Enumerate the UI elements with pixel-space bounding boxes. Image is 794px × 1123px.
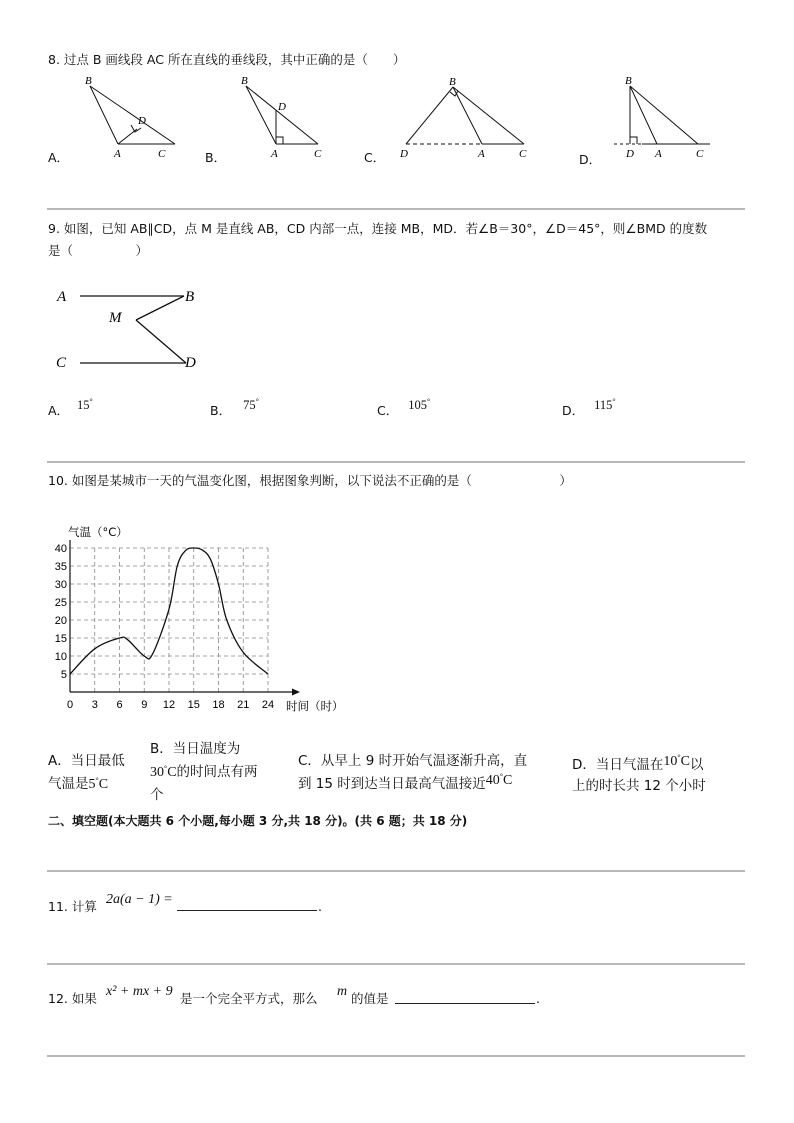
q10-stem: 10. 如图是某城市一天的气温变化图，根据图象判断，以下说法不正确的是（ ）	[48, 473, 572, 488]
q8d-label-b: B	[625, 75, 632, 87]
section-heading: 二、填空题(本大题共 6 个小题,每小题 3 分,共 18 分)。(共 6 题；共 18 分)	[48, 814, 468, 828]
divider	[47, 963, 745, 965]
q8a-label-d: D	[138, 115, 146, 127]
q10-option-d-line2: 上的时长共 12 个小时	[572, 778, 706, 794]
q10-option-d-value: 10°C	[663, 753, 690, 769]
q8b-label-b: B	[241, 75, 248, 87]
q8d-label-c: C	[696, 148, 704, 160]
q11-period: .	[318, 899, 322, 914]
q8-option-b: B．	[205, 150, 227, 165]
x-axis-arrow	[292, 689, 300, 696]
q8-figure-a	[85, 74, 185, 164]
q8-figure-b	[240, 74, 340, 164]
q8c-label-c: C	[519, 148, 527, 160]
q8-option-c: C．	[364, 150, 386, 165]
divider	[47, 1055, 745, 1057]
q8a-label-a: A	[114, 148, 121, 160]
q9-option-b: B． 75°	[210, 397, 259, 418]
x-tick-label: 21	[237, 699, 250, 711]
q12-variable: m	[337, 984, 348, 999]
q10-option-c-value: 40°C	[485, 772, 513, 788]
q9-label-b: B	[185, 289, 195, 305]
y-tick-label: 30	[54, 579, 67, 591]
x-tick-label: 3	[91, 699, 98, 711]
q10-option-a-line1: A．当日最低	[48, 753, 125, 769]
y-tick-label: 10	[54, 651, 67, 663]
q9-option-d: D． 115°	[562, 397, 616, 418]
divider	[47, 208, 745, 210]
q11-prefix: 11. 计算	[48, 899, 97, 914]
q8-option-d: D．	[579, 152, 602, 167]
q9-stem-line2: 是（ ）	[48, 243, 149, 258]
q10-option-b-line1: B．当日温度为	[150, 741, 241, 757]
y-tick-label: 15	[54, 633, 67, 645]
y-tick-label: 5	[60, 669, 67, 681]
x-tick-label: 15	[187, 699, 200, 711]
y-tick-label: 35	[54, 561, 67, 573]
q10-option-c-line1: C．从早上 9 时开始气温逐渐升高，直	[298, 753, 528, 769]
x-tick-label: 9	[141, 699, 148, 711]
x-tick-label: 0	[66, 699, 74, 711]
q9-option-a-value: 15°	[77, 397, 93, 412]
q12-answer-blank[interactable]	[395, 1003, 535, 1004]
q10-option-c-line2: 到 15 时到达当日最高气温接近40°C	[298, 772, 513, 792]
q9-stem-line1: 9. 如图，已知 AB∥CD，点 M 是直线 AB，CD 内部一点，连接 MB，MD．若∠B＝30°，∠D＝45°，则∠BMD 的度数	[48, 221, 708, 236]
q12-prefix: 12. 如果	[48, 991, 97, 1006]
q9-label-m: M	[109, 310, 122, 326]
q8a-label-b: B	[85, 75, 92, 87]
q10-option-a-line2: 气温是5°C	[48, 776, 109, 792]
q8-figure-d	[612, 74, 722, 164]
q8d-label-a: A	[655, 148, 662, 160]
q12-suffix: 的值是	[351, 991, 389, 1006]
q8a-label-c: C	[158, 148, 166, 160]
y-tick-label: 25	[54, 597, 67, 609]
y-tick-label: 20	[54, 615, 67, 627]
q12-expression: x² + mx + 9	[106, 984, 173, 999]
x-tick-label: 12	[162, 699, 176, 711]
q9-option-b-value: 75°	[243, 397, 259, 412]
q8d-label-d: D	[626, 148, 634, 160]
q10-option-b-value: 30°C	[150, 764, 177, 780]
q10-option-b-line2: 30°C的时间点有两	[150, 764, 258, 780]
y-tick-label: 40	[54, 543, 67, 555]
q8c-label-b: B	[449, 76, 456, 88]
q9-option-a: A． 15°	[48, 397, 93, 418]
q11-expression: 2a(a − 1) =	[106, 892, 173, 907]
divider	[47, 461, 745, 463]
q9-option-d-value: 115°	[594, 397, 616, 412]
q8c-label-a: A	[478, 148, 485, 160]
q8c-label-d: D	[400, 148, 408, 160]
q8-option-a: A．	[48, 150, 70, 165]
q9-label-a: A	[57, 289, 67, 305]
q8b-label-c: C	[314, 148, 322, 160]
q11-answer-blank[interactable]	[177, 910, 317, 911]
q12-period: .	[536, 991, 540, 1006]
q9-option-c-value: 105°	[408, 397, 431, 412]
x-tick-label: 6	[116, 699, 123, 711]
x-axis-label: 时间（时）	[286, 699, 344, 713]
x-tick-label: 24	[261, 699, 275, 711]
q8b-label-d: D	[278, 101, 286, 113]
x-tick-label: 18	[212, 699, 225, 711]
q8b-label-a: A	[271, 148, 278, 160]
q9-figure	[52, 284, 212, 380]
y-axis-label: 气温（°C）	[68, 525, 128, 539]
q9-option-c: C． 105°	[377, 397, 431, 418]
q10-option-d-line1: D．当日气温在10°C以	[572, 753, 704, 773]
divider	[47, 870, 745, 872]
q12-middle: 是一个完全平方式，那么	[180, 991, 318, 1006]
q9-label-d: D	[185, 355, 196, 371]
q8-figure-c	[398, 74, 538, 164]
q10-option-b-line3: 个	[150, 787, 164, 803]
temperature-chart	[0, 510, 360, 720]
q9-label-c: C	[56, 355, 67, 371]
q8-stem: 8. 过点 B 画线段 AC 所在直线的垂线段，其中正确的是（ ）	[48, 52, 406, 67]
q10-option-a-value: 5°C	[88, 776, 109, 792]
